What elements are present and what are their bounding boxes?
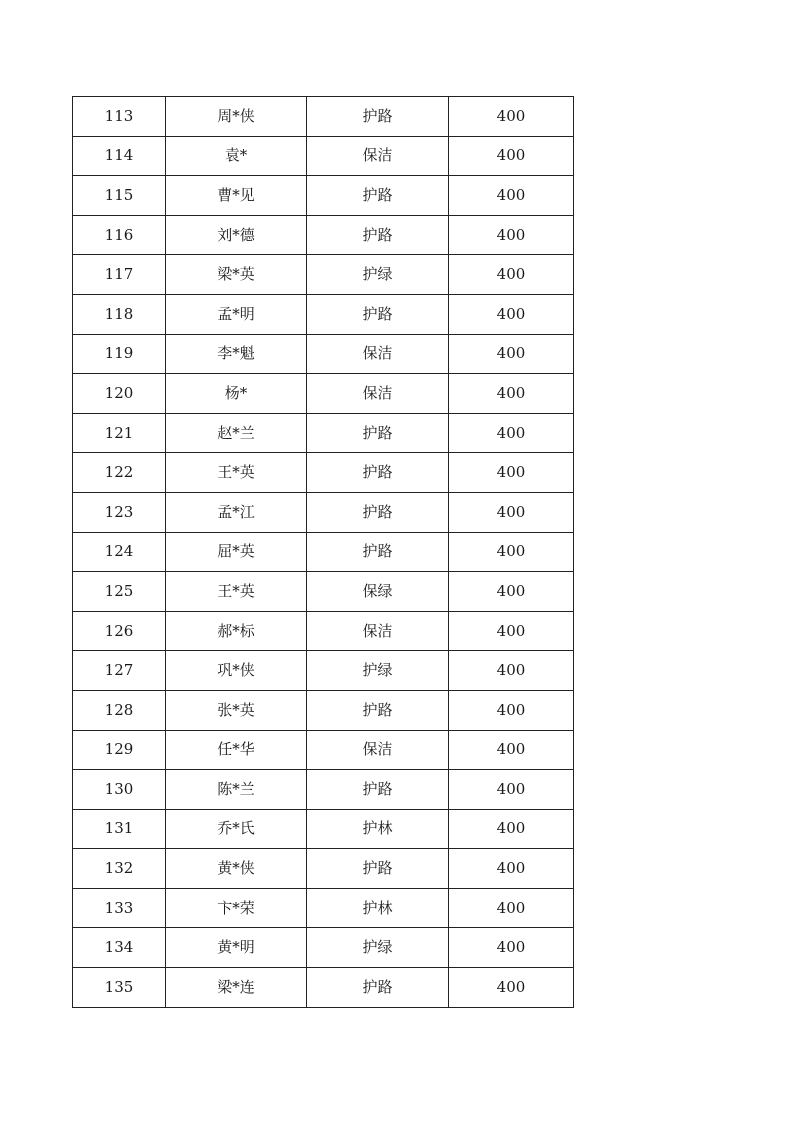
person-name-cell: 巩*侠 <box>166 651 307 691</box>
job-type-cell: 护路 <box>307 690 449 730</box>
job-type-cell: 护路 <box>307 770 449 810</box>
row-number-cell: 131 <box>73 809 166 849</box>
job-type-cell: 护绿 <box>307 651 449 691</box>
table-row <box>73 453 574 493</box>
person-name-cell: 王*英 <box>166 453 307 493</box>
amount-cell: 400 <box>449 968 574 1008</box>
row-number-cell: 118 <box>73 294 166 334</box>
row-number-cell: 121 <box>73 413 166 453</box>
table-row <box>73 97 574 137</box>
table-row <box>73 215 574 255</box>
row-number-cell: 125 <box>73 572 166 612</box>
table-row <box>73 255 574 295</box>
job-type-cell: 保洁 <box>307 374 449 414</box>
job-type-cell: 护路 <box>307 413 449 453</box>
amount-cell: 400 <box>449 294 574 334</box>
job-type-cell: 护路 <box>307 968 449 1008</box>
row-number-cell: 129 <box>73 730 166 770</box>
person-name-cell: 梁*英 <box>166 255 307 295</box>
row-number-cell: 123 <box>73 492 166 532</box>
job-type-cell: 护路 <box>307 453 449 493</box>
amount-cell: 400 <box>449 334 574 374</box>
amount-cell: 400 <box>449 215 574 255</box>
row-number-cell: 116 <box>73 215 166 255</box>
table-row <box>73 690 574 730</box>
row-number-cell: 135 <box>73 968 166 1008</box>
job-type-cell: 护路 <box>307 294 449 334</box>
table-row <box>73 492 574 532</box>
person-name-cell: 孟*明 <box>166 294 307 334</box>
amount-cell: 400 <box>449 888 574 928</box>
person-name-cell: 李*魁 <box>166 334 307 374</box>
row-number-cell: 114 <box>73 136 166 176</box>
person-name-cell: 赵*兰 <box>166 413 307 453</box>
table-row <box>73 176 574 216</box>
table-row <box>73 770 574 810</box>
person-name-cell: 孟*江 <box>166 492 307 532</box>
table-row <box>73 849 574 889</box>
person-name-cell: 陈*兰 <box>166 770 307 810</box>
row-number-cell: 115 <box>73 176 166 216</box>
table-row <box>73 888 574 928</box>
amount-cell: 400 <box>449 770 574 810</box>
job-type-cell: 护路 <box>307 532 449 572</box>
job-type-cell: 护林 <box>307 809 449 849</box>
amount-cell: 400 <box>449 651 574 691</box>
person-name-cell: 卞*荣 <box>166 888 307 928</box>
row-number-cell: 120 <box>73 374 166 414</box>
person-name-cell: 曹*见 <box>166 176 307 216</box>
table-row <box>73 809 574 849</box>
person-name-cell: 刘*德 <box>166 215 307 255</box>
table-row <box>73 730 574 770</box>
table-row <box>73 651 574 691</box>
job-type-cell: 护林 <box>307 888 449 928</box>
job-type-cell: 护绿 <box>307 928 449 968</box>
job-type-cell: 护路 <box>307 215 449 255</box>
amount-cell: 400 <box>449 849 574 889</box>
amount-cell: 400 <box>449 97 574 137</box>
job-type-cell: 保洁 <box>307 611 449 651</box>
person-name-cell: 黄*明 <box>166 928 307 968</box>
amount-cell: 400 <box>449 255 574 295</box>
person-name-cell: 黄*侠 <box>166 849 307 889</box>
amount-cell: 400 <box>449 374 574 414</box>
table-row <box>73 532 574 572</box>
amount-cell: 400 <box>449 492 574 532</box>
row-number-cell: 122 <box>73 453 166 493</box>
job-type-cell: 保洁 <box>307 730 449 770</box>
person-name-cell: 袁* <box>166 136 307 176</box>
person-name-cell: 张*英 <box>166 690 307 730</box>
amount-cell: 400 <box>449 690 574 730</box>
row-number-cell: 134 <box>73 928 166 968</box>
job-type-cell: 护路 <box>307 849 449 889</box>
amount-cell: 400 <box>449 928 574 968</box>
amount-cell: 400 <box>449 413 574 453</box>
roster-table <box>72 96 574 1008</box>
person-name-cell: 周*侠 <box>166 97 307 137</box>
row-number-cell: 119 <box>73 334 166 374</box>
job-type-cell: 护路 <box>307 97 449 137</box>
table-row <box>73 572 574 612</box>
table-row <box>73 928 574 968</box>
job-type-cell: 保绿 <box>307 572 449 612</box>
job-type-cell: 保洁 <box>307 136 449 176</box>
amount-cell: 400 <box>449 532 574 572</box>
person-name-cell: 王*英 <box>166 572 307 612</box>
amount-cell: 400 <box>449 730 574 770</box>
amount-cell: 400 <box>449 453 574 493</box>
table-row <box>73 413 574 453</box>
job-type-cell: 保洁 <box>307 334 449 374</box>
row-number-cell: 127 <box>73 651 166 691</box>
table-row <box>73 334 574 374</box>
job-type-cell: 护路 <box>307 492 449 532</box>
row-number-cell: 128 <box>73 690 166 730</box>
amount-cell: 400 <box>449 572 574 612</box>
person-name-cell: 郝*标 <box>166 611 307 651</box>
table-row <box>73 968 574 1008</box>
person-name-cell: 乔*氏 <box>166 809 307 849</box>
job-type-cell: 护绿 <box>307 255 449 295</box>
row-number-cell: 133 <box>73 888 166 928</box>
amount-cell: 400 <box>449 809 574 849</box>
row-number-cell: 113 <box>73 97 166 137</box>
roster-table-body <box>73 97 574 1008</box>
table-row <box>73 374 574 414</box>
person-name-cell: 杨* <box>166 374 307 414</box>
row-number-cell: 124 <box>73 532 166 572</box>
row-number-cell: 132 <box>73 849 166 889</box>
amount-cell: 400 <box>449 176 574 216</box>
row-number-cell: 126 <box>73 611 166 651</box>
row-number-cell: 130 <box>73 770 166 810</box>
table-row <box>73 136 574 176</box>
table-row <box>73 611 574 651</box>
person-name-cell: 屈*英 <box>166 532 307 572</box>
row-number-cell: 117 <box>73 255 166 295</box>
table-row <box>73 294 574 334</box>
job-type-cell: 护路 <box>307 176 449 216</box>
person-name-cell: 任*华 <box>166 730 307 770</box>
amount-cell: 400 <box>449 611 574 651</box>
amount-cell: 400 <box>449 136 574 176</box>
person-name-cell: 梁*连 <box>166 968 307 1008</box>
